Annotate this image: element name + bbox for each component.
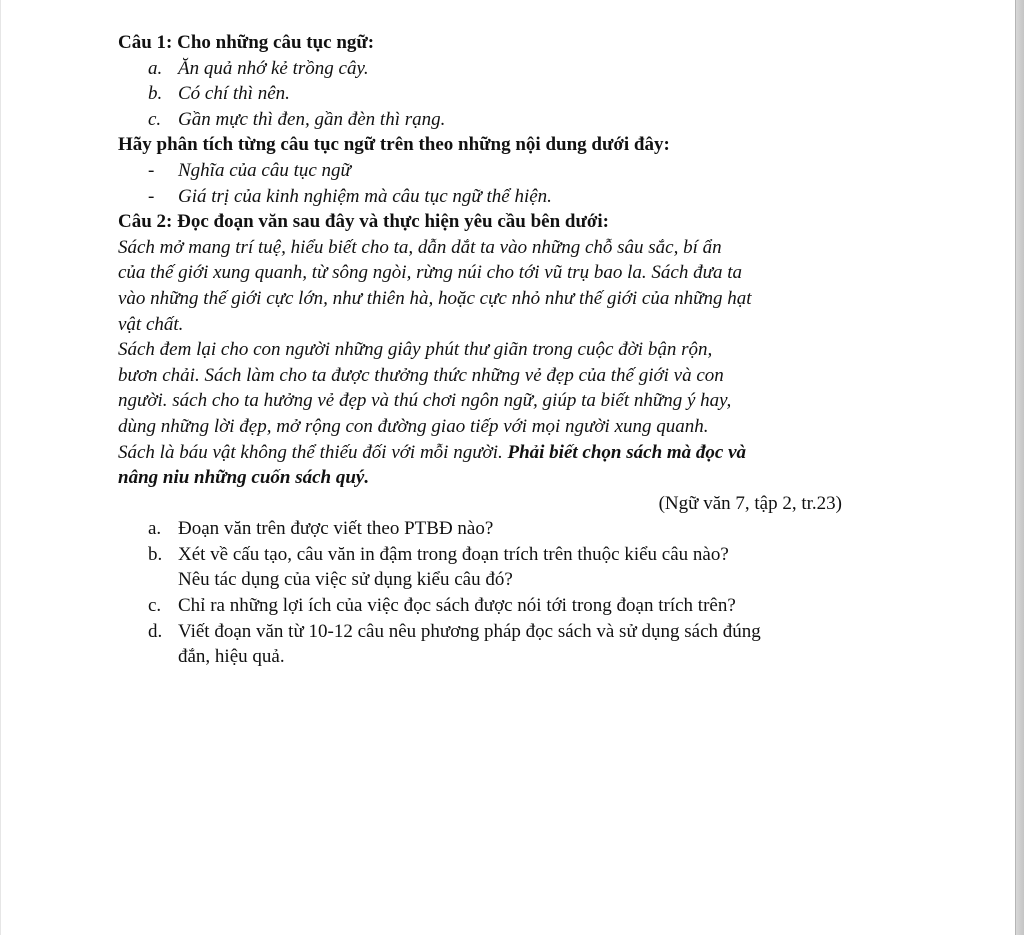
passage-bold-sentence-continued: nâng niu những cuốn sách quý. (118, 467, 370, 489)
task-text: đắn, hiệu quả. (178, 646, 285, 668)
passage-line: vào những thế giới cực lớn, như thiên hà, hoặc cực nhỏ như thế giới của những hạt (118, 287, 752, 309)
list-marker: a. (148, 518, 162, 540)
list-marker: b. (148, 83, 163, 105)
task-item (118, 619, 908, 670)
passage-line: của thế giới xung quanh, từ sông ngòi, rừng núi cho tới vũ trụ bao la. Sách đưa ta (118, 262, 742, 284)
passage-paragraph-3 (118, 440, 908, 491)
passage-line: bươn chải. Sách làm cho ta được thưởng thức những vẻ đẹp của thế giới và con (118, 364, 724, 386)
passage-plain-text: Sách là báu vật không thể thiếu đối với mỗi người. (118, 441, 508, 463)
question-1-heading: Câu 1: Cho những câu tục ngữ: (118, 32, 375, 53)
document-page (118, 30, 908, 670)
list-marker: c. (148, 108, 162, 130)
passage-line: Sách mở mang trí tuệ, hiểu biết cho ta, dẫn dắt ta vào những chỗ sâu sắc, bí ẩn (118, 236, 722, 258)
page-left-border (0, 0, 1, 935)
task-item (118, 516, 908, 542)
passage-line: người. sách cho ta hưởng vẻ đẹp và thú chơi ngôn ngữ, giúp ta biết những ý hay, (118, 390, 732, 412)
task-text: Đoạn văn trên được viết theo PTBĐ nào? (178, 518, 494, 540)
proverb-item (118, 81, 908, 107)
citation: (Ngữ văn 7, tập 2, tr.23) (658, 492, 842, 514)
proverb-text: Gần mực thì đen, gần đèn thì rạng. (178, 108, 446, 130)
passage-line (118, 440, 908, 466)
proverb-item (118, 56, 908, 82)
proverb-item (118, 107, 908, 133)
proverb-text: Có chí thì nên. (178, 83, 290, 105)
task-text: Xét về cấu tạo, câu văn in đậm trong đoạn trích trên thuộc kiểu câu nào? (178, 543, 729, 565)
passage-paragraph-2 (118, 337, 908, 439)
criteria-text: Nghĩa của câu tục ngữ (178, 159, 351, 181)
criteria-item (118, 158, 908, 184)
list-marker: a. (148, 57, 163, 79)
criteria-text: Giá trị của kinh nghiệm mà câu tục ngữ thể hiện. (178, 185, 552, 207)
passage-bold-sentence: Phải biết chọn sách mà đọc và (507, 441, 747, 463)
dash-marker: - (148, 185, 155, 207)
task-item (118, 542, 908, 593)
list-marker: d. (148, 620, 163, 642)
list-marker: b. (148, 543, 163, 565)
task-item (118, 593, 908, 619)
passage-line: vật chất. (118, 313, 184, 335)
task-text: Chỉ ra những lợi ích của việc đọc sách được nói tới trong đoạn trích trên? (178, 595, 736, 617)
question-2-heading: Câu 2: Đọc đoạn văn sau đây và thực hiện yêu cầu bên dưới: (118, 211, 609, 233)
task-text: Viết đoạn văn từ 10-12 câu nêu phương pháp đọc sách và sử dụng sách đúng (178, 620, 761, 642)
list-marker: c. (148, 595, 162, 617)
page-right-border (1015, 0, 1024, 935)
criteria-item (118, 184, 908, 210)
proverb-text: Ăn quả nhớ kẻ trồng cây. (178, 57, 369, 79)
dash-marker: - (148, 159, 155, 181)
question-1-instruction: Hãy phân tích từng câu tục ngữ trên theo những nội dung dưới đây: (118, 134, 670, 156)
passage-line: Sách đem lại cho con người những giây phút thư giãn trong cuộc đời bận rộn, (118, 339, 713, 361)
passage-line: dùng những lời đẹp, mở rộng con đường giao tiếp với mọi người xung quanh. (118, 415, 709, 437)
passage-paragraph-1 (118, 235, 908, 337)
task-text: Nêu tác dụng của việc sử dụng kiểu câu đó? (178, 569, 513, 591)
